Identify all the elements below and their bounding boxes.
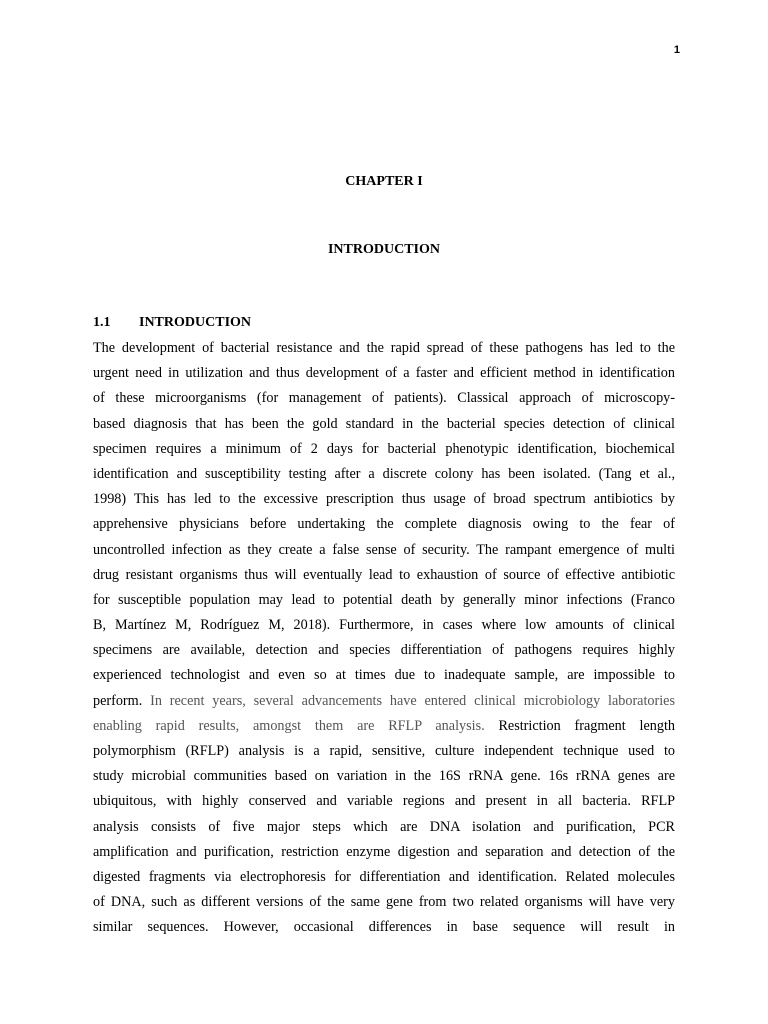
paragraph-line: polymorphism (RFLP) analysis is a rapid, sensitive, culture independent technique used to: [93, 743, 675, 759]
chapter-label: CHAPTER I: [345, 174, 423, 189]
paragraph-line: apprehensive physicians before undertaking the complete diagnosis owing to the fear of: [93, 516, 675, 533]
paragraph-line: ubiquitous, with highly conserved and variable regions and present in all bacteria. RFLP: [93, 793, 675, 810]
body-paragraph: [93, 336, 675, 941]
paragraph-line-mixed: [93, 714, 675, 739]
line-segment: perform.: [93, 692, 151, 709]
paragraph-line: experienced technologist and even so at times due to inadequate sample, are impossible to: [93, 667, 675, 684]
paragraph-line: identification and susceptibility testing after a discrete colony has been isolated. (Tang et al.,: [93, 465, 675, 482]
section-heading: [93, 315, 675, 331]
paragraph-line: uncontrolled infection as they create a false sense of security. The rampant emergence of multi: [93, 541, 675, 558]
paragraph-line: urgent need in utilization and thus development of a faster and efficient method in identification: [93, 365, 675, 382]
line-segment: Restriction fragment length: [484, 717, 675, 734]
paragraph-line: study microbial communities based on variation in the 16S rRNA gene. 16s rRNA genes are: [93, 768, 675, 785]
paragraph-line: analysis consists of five major steps which are DNA isolation and purification, PCR: [93, 818, 675, 835]
section-number: 1.1: [93, 315, 111, 330]
paragraph-line: of these microorganisms (for management of patients). Classical approach of microscopy-: [93, 390, 675, 407]
line-segment-muted: In recent years, several advancements have entered clinical microbiology laboratories: [150, 692, 675, 709]
paragraph-line: based diagnosis that has been the gold standard in the bacterial species detection of clinical: [93, 415, 675, 432]
page-number: 1: [673, 44, 680, 56]
paragraph-line: specimens are available, detection and species differentiation of pathogens requires highly: [93, 642, 675, 659]
paragraph-line: drug resistant organisms thus will eventually lead to exhaustion of source of effective antibiotic: [93, 566, 675, 583]
line-segment-muted: enabling rapid results, amongst them are RFLP analysis.: [93, 717, 485, 734]
paragraph-line: 1998) This has led to the excessive prescription thus usage of broad spectrum antibiotics by: [93, 491, 675, 508]
chapter-title: INTRODUCTION: [327, 242, 440, 257]
paragraph-line: of DNA, such as different versions of the same gene from two related organisms will have very: [93, 894, 675, 911]
paragraph-line: digested fragments via electrophoresis for differentiation and identification. Related molecules: [93, 868, 675, 885]
paragraph-line: The development of bacterial resistance and the rapid spread of these pathogens has led to the: [93, 340, 675, 356]
paragraph-line: specimen requires a minimum of 2 days for bacterial phenotypic identification, biochemical: [93, 440, 675, 457]
paragraph-line: for susceptible population may lead to potential death by generally minor infections (Franco: [93, 591, 675, 608]
paragraph-line-mixed: [93, 689, 675, 714]
paragraph-line: amplification and purification, restriction enzyme digestion and separation and detection of the: [93, 843, 675, 860]
paragraph-line: B, Martínez M, Rodríguez M, 2018). Furthermore, in cases where low amounts of clinical: [93, 617, 675, 634]
paragraph-line: similar sequences. However, occasional differences in base sequence will result in: [93, 919, 675, 936]
section-title: INTRODUCTION: [139, 315, 252, 330]
